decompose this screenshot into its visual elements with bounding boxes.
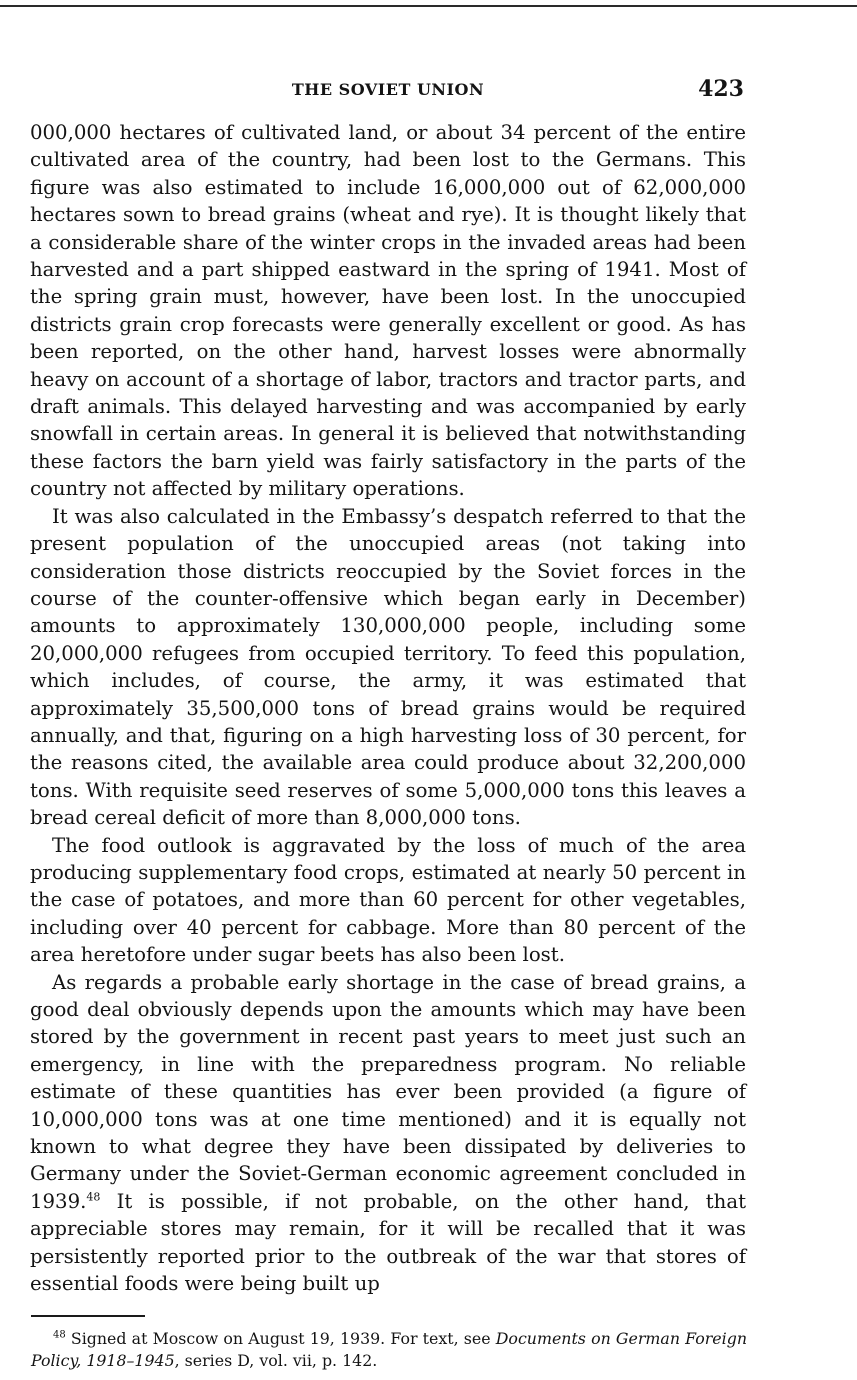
footnote-cited-title: Documents on German Foreign Policy, 1918–1945 xyxy=(31,1329,747,1370)
paragraph-4 xyxy=(30,969,746,1298)
footnote-rule xyxy=(31,1315,145,1317)
footnote-text-before: Signed at Moscow on August 19, 1939. For text, see xyxy=(65,1329,496,1348)
top-border-rule xyxy=(0,5,857,7)
page-header xyxy=(30,76,746,102)
body-text xyxy=(30,119,746,1297)
footnote-text-after: , series D, vol. vii, p. 142. xyxy=(174,1351,378,1370)
footnote-reference[interactable]: 48 xyxy=(86,1190,101,1204)
paragraph-1: 000,000 hectares of cultivated land, or about 34 percent of the entire cultivated area of the country, had been lost to the Germans. This figure was also estimated to include 16,000,000 out of 62,000,000 hectares sown to bread grains (wheat and rye). It is thought likely that a considerable share of the winter crops in the invaded areas had been harvested and a part shipped eastward in the spring of 1941. Most of the spring grain must, however, have been lost. In the unoccupied districts grain crop forecasts were generally excellent or good. As has been reported, on the other hand, harvest losses were abnormally heavy on account of a shortage of labor, tractors and tractor parts, and draft animals. This delayed harvesting and was accompanied by early snowfall in certain areas. In general it is believed that notwithstanding these factors the barn yield was fairly satisfactory in the parts of the country not affected by military operations. xyxy=(30,121,746,501)
footnote xyxy=(31,1328,747,1372)
running-head: THE SOVIET UNION xyxy=(291,80,485,99)
page-number: 423 xyxy=(698,76,744,102)
paragraph-2: It was also calculated in the Embassy’s despatch referred to that the present population of the unoccupied areas (not taking into consideration those districts reoccupied by the Soviet forces in the course of the counter-offensive which began early in December) amounts to approximately 130,000,000 people, including some 20,000,000 refugees from occupied territory. To feed this population, which includes, of course, the army, it was estimated that approximately 35,500,000 tons of bread grains would be required annually, and that, figuring on a high harvesting loss of 30 percent, for the reasons cited, the available area could produce about 32,200,000 tons. With requisite seed reserves of some 5,000,000 tons this leaves a bread cereal deficit of more than 8,000,000 tons. xyxy=(30,504,746,830)
paragraph-4-part-1: As regards a probable early shortage in the case of bread grains, a good deal obviously depends upon the amounts which may have been stored by the government in recent past years to meet just such an emergency, in line with the preparedness program. No reliable estimate of these quantities has ever been provided (a figure of 10,000,000 tons was at one time mentioned) and it is equally not known to what degree they have been dissipated by deliveries to Germany under the Soviet-German economic agreement concluded in 1939. xyxy=(30,970,746,1213)
footnote-marker: 48 xyxy=(53,1329,66,1341)
paragraph-3: The food outlook is aggravated by the loss of much of the area producing supplementary food crops, estimated at nearly 50 percent in the case of potatoes, and more than 60 percent for other vegetables, including over 40 percent for cabbage. More than 80 percent of the area heretofore under sugar beets has also been lost. xyxy=(30,833,746,967)
paragraph-4-part-2: It is possible, if not probable, on the other hand, that appreciable stores may remain, for it will be recalled that it was persistently reported prior to the outbreak of the war that stores of essential foods were being built up xyxy=(30,1189,746,1296)
